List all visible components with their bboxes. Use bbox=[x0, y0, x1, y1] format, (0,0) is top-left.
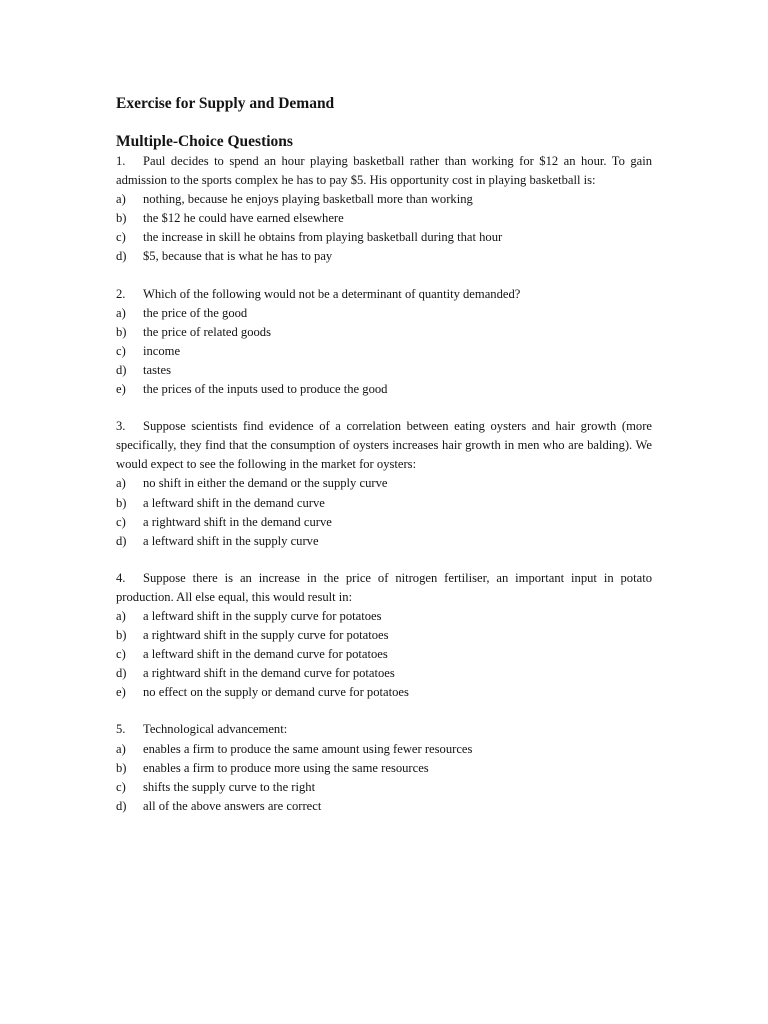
question-text: Suppose there is an increase in the price of nitrogen fertiliser, an important input in potato production. All else equal, this would result in: bbox=[116, 570, 652, 604]
question-number: 3. bbox=[116, 419, 126, 434]
option-text: a rightward shift in the demand curve for potatoes bbox=[143, 666, 395, 681]
option-text: a rightward shift in the supply curve for potatoes bbox=[143, 628, 389, 643]
question-number: 1. bbox=[116, 154, 126, 168]
document-title: Exercise for Supply and Demand bbox=[116, 95, 335, 112]
answer-option bbox=[116, 513, 652, 532]
option-text: shifts the supply curve to the right bbox=[143, 779, 316, 794]
option-letter: c) bbox=[116, 514, 126, 529]
option-text: a leftward shift in the supply curve for potatoes bbox=[143, 608, 382, 623]
option-letter: a) bbox=[116, 476, 126, 491]
question-1 bbox=[116, 152, 652, 267]
answer-option bbox=[116, 380, 652, 399]
option-letter: b) bbox=[116, 324, 127, 339]
option-text: the price of related goods bbox=[143, 324, 271, 339]
answer-option bbox=[116, 342, 652, 361]
option-letter: c) bbox=[116, 230, 126, 245]
question-3 bbox=[116, 417, 652, 551]
option-list bbox=[116, 190, 652, 266]
question-text: Suppose scientists find evidence of a correlation between eating oysters and hair growth (more specifically, they find that the consumption of oysters increases hair growth in men who are balding). We would expect to see the following in the market for oysters: bbox=[116, 419, 652, 472]
answer-option bbox=[116, 323, 652, 342]
question-5 bbox=[116, 720, 652, 815]
option-list bbox=[116, 474, 652, 550]
answer-option bbox=[116, 759, 652, 778]
option-text: a leftward shift in the demand curve bbox=[143, 495, 325, 510]
option-text: the $12 he could have earned elsewhere bbox=[143, 211, 344, 226]
option-letter: e) bbox=[116, 382, 126, 397]
option-text: all of the above answers are correct bbox=[143, 798, 322, 813]
answer-option bbox=[116, 797, 652, 816]
question-text: Which of the following would not be a determinant of quantity demanded? bbox=[143, 286, 521, 301]
question-4 bbox=[116, 569, 652, 703]
option-letter: a) bbox=[116, 608, 126, 623]
answer-option bbox=[116, 494, 652, 513]
question-stem bbox=[116, 285, 652, 304]
answer-option bbox=[116, 607, 652, 626]
answer-option bbox=[116, 304, 652, 323]
option-list bbox=[116, 607, 652, 702]
option-text: the increase in skill he obtains from playing basketball during that hour bbox=[143, 230, 503, 245]
question-text: Paul decides to spend an hour playing basketball rather than working for $12 an hour. To gain admission to the sports complex he has to pay $5. His opportunity cost in playing basketball is: bbox=[116, 154, 652, 188]
section-title: Multiple-Choice Questions bbox=[116, 133, 293, 150]
option-text: a leftward shift in the supply curve bbox=[143, 533, 319, 548]
option-letter: b) bbox=[116, 495, 127, 510]
option-letter: b) bbox=[116, 760, 127, 775]
question-number: 5. bbox=[116, 722, 126, 737]
question-stem bbox=[116, 417, 652, 474]
answer-option bbox=[116, 228, 652, 247]
answer-option bbox=[116, 190, 652, 209]
answer-option bbox=[116, 209, 652, 228]
question-number: 2. bbox=[116, 286, 126, 301]
option-list bbox=[116, 740, 652, 816]
answer-option bbox=[116, 683, 652, 702]
option-text: enables a firm to produce the same amount using fewer resources bbox=[143, 741, 473, 756]
option-letter: c) bbox=[116, 343, 126, 358]
option-text: a rightward shift in the demand curve bbox=[143, 514, 332, 529]
option-text: nothing, because he enjoys playing basketball more than working bbox=[143, 192, 473, 207]
option-text: no shift in either the demand or the supply curve bbox=[143, 476, 388, 491]
question-list bbox=[116, 152, 652, 816]
option-letter: d) bbox=[116, 533, 127, 548]
option-letter: a) bbox=[116, 305, 126, 320]
option-letter: d) bbox=[116, 362, 127, 377]
question-stem bbox=[116, 152, 652, 190]
question-stem bbox=[116, 720, 652, 739]
option-text: income bbox=[143, 343, 181, 358]
option-letter: a) bbox=[116, 192, 126, 207]
answer-option bbox=[116, 664, 652, 683]
option-text: the price of the good bbox=[143, 305, 248, 320]
question-text: Technological advancement: bbox=[143, 722, 288, 737]
option-text: no effect on the supply or demand curve for potatoes bbox=[143, 685, 409, 700]
option-letter: c) bbox=[116, 779, 126, 794]
option-letter: a) bbox=[116, 741, 126, 756]
option-letter: b) bbox=[116, 211, 127, 226]
answer-option bbox=[116, 532, 652, 551]
answer-option bbox=[116, 740, 652, 759]
answer-option bbox=[116, 474, 652, 493]
option-text: enables a firm to produce more using the same resources bbox=[143, 760, 429, 775]
option-text: $5, because that is what he has to pay bbox=[143, 249, 333, 264]
option-text: tastes bbox=[143, 362, 171, 377]
option-letter: b) bbox=[116, 628, 127, 643]
option-list bbox=[116, 304, 652, 399]
answer-option bbox=[116, 247, 652, 266]
option-letter: e) bbox=[116, 685, 126, 700]
option-text: the prices of the inputs used to produce the good bbox=[143, 382, 388, 397]
question-number: 4. bbox=[116, 570, 126, 585]
option-letter: c) bbox=[116, 647, 126, 662]
option-letter: d) bbox=[116, 666, 127, 681]
option-text: a leftward shift in the demand curve for potatoes bbox=[143, 647, 388, 662]
question-stem bbox=[116, 569, 652, 607]
option-letter: d) bbox=[116, 249, 127, 264]
question-2 bbox=[116, 285, 652, 400]
option-letter: d) bbox=[116, 798, 127, 813]
answer-option bbox=[116, 645, 652, 664]
document-page bbox=[116, 94, 652, 834]
answer-option bbox=[116, 626, 652, 645]
answer-option bbox=[116, 361, 652, 380]
answer-option bbox=[116, 778, 652, 797]
